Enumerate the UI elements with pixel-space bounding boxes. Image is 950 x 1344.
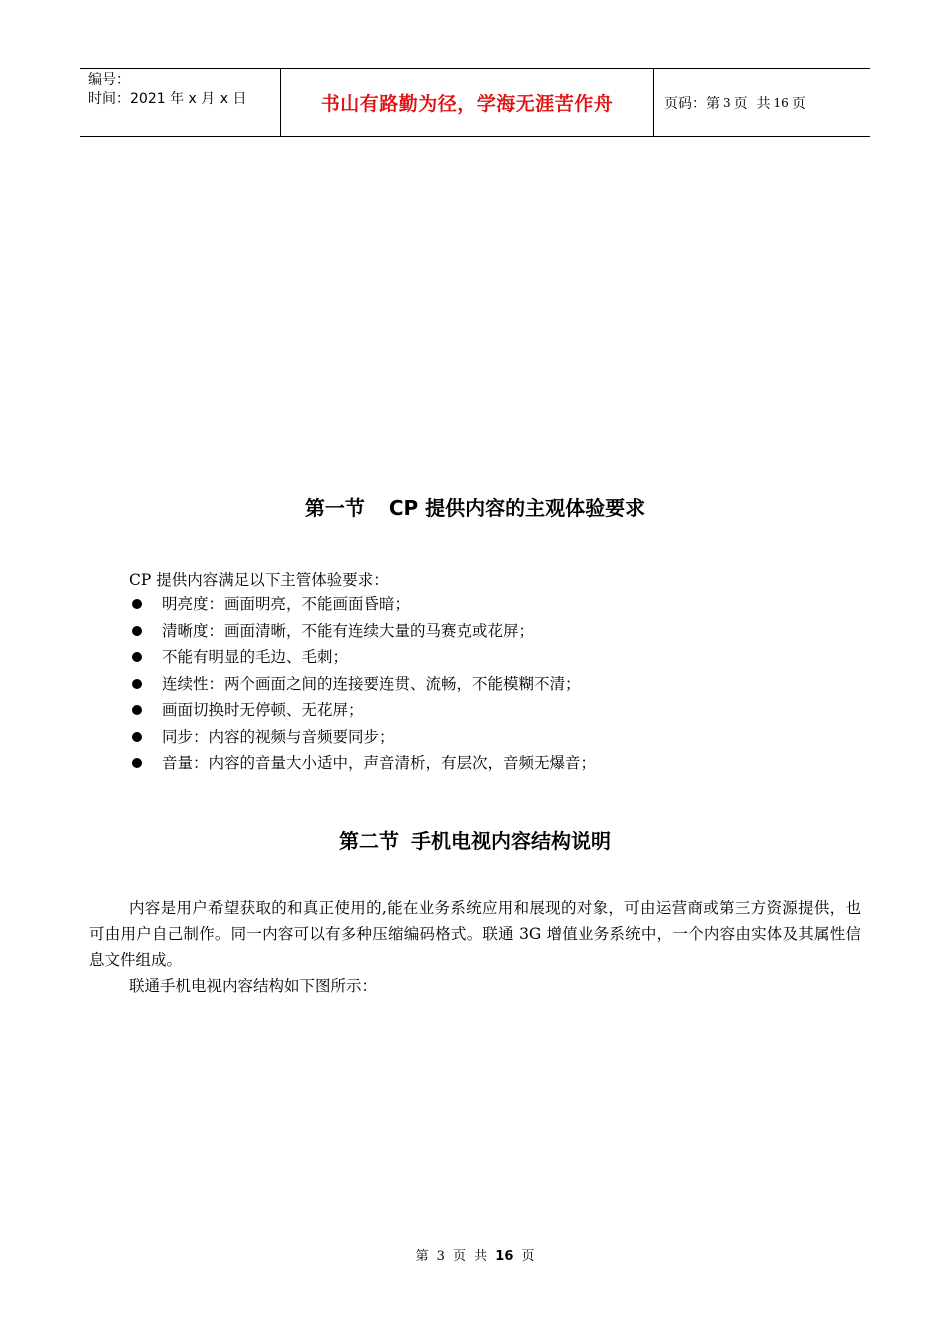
header-motto-cell xyxy=(281,69,654,136)
list-item xyxy=(129,724,596,751)
section1-heading xyxy=(0,492,950,521)
header-page-cell xyxy=(654,69,870,136)
document-date-label: 时间：2021 年 x 月 x 日 xyxy=(88,91,247,107)
bullet-icon xyxy=(132,652,142,662)
document-number-label: 编号： xyxy=(88,72,130,88)
section2-heading-number: 第二节 xyxy=(339,829,399,853)
section2-heading-text: 手机电视内容结构说明 xyxy=(411,829,611,853)
list-item-text: 连续性：两个画面之间的连接要连贯、流畅，不能模糊不清； xyxy=(162,674,581,693)
section1-heading-text: CP 提供内容的主观体验要求 xyxy=(388,496,646,520)
list-item xyxy=(129,618,596,645)
list-item-text: 画面切换时无停顿、无花屏； xyxy=(162,701,364,720)
list-item-text: 明亮度：画面明亮，不能画面昏暗； xyxy=(162,595,411,614)
list-item-text: 清晰度：画面清晰，不能有连续大量的马赛克或花屏； xyxy=(162,621,535,640)
bullet-icon xyxy=(132,626,142,636)
section2-heading xyxy=(0,825,950,854)
footer-page-current: 3 xyxy=(436,1249,445,1264)
list-item xyxy=(129,697,596,724)
footer-suffix: 页 xyxy=(521,1249,535,1264)
section2-figure-intro: 联通手机电视内容结构如下图所示： xyxy=(129,977,378,995)
bullet-icon xyxy=(132,758,142,768)
header-page-total: 16 xyxy=(773,95,789,110)
header-page-prefix: 页码：第 xyxy=(664,95,720,112)
section2-paragraph: 内容是用户希望获取的和真正使用的,能在业务系统应用和展现的对象，可由运营商或第三方资源提供，也可由用户自己制作。同一内容可以有多种压缩编码格式。联通 3G 增值业务系统中，一个内容由实体及其属性信息文件组成。 xyxy=(89,899,861,969)
page-header xyxy=(80,68,870,137)
header-page-suffix: 页 xyxy=(791,95,806,112)
header-motto: 书山有路勤为径，学海无涯苦作舟 xyxy=(320,93,614,115)
bullet-icon xyxy=(132,705,142,715)
bullet-icon xyxy=(132,599,142,609)
list-item xyxy=(129,750,596,777)
list-item xyxy=(129,644,596,671)
bullet-icon xyxy=(132,732,142,742)
list-item-text: 不能有明显的毛边、毛刺； xyxy=(162,648,349,667)
list-item-text: 音量：内容的音量大小适中，声音清析，有层次，音频无爆音； xyxy=(162,754,597,773)
footer-middle: 页 共 xyxy=(453,1249,488,1264)
footer-page-total: 16 xyxy=(495,1249,514,1264)
footer-prefix: 第 xyxy=(415,1249,429,1264)
list-item xyxy=(129,671,596,698)
page-footer xyxy=(0,1245,950,1264)
bullet-icon xyxy=(132,679,142,689)
list-item-text: 同步：内容的视频与音频要同步； xyxy=(162,727,395,746)
header-meta-cell xyxy=(80,69,281,136)
section1-intro: CP 提供内容满足以下主管体验要求： xyxy=(129,571,389,589)
section1-heading-number: 第一节 xyxy=(304,496,365,520)
header-page-current: 3 xyxy=(723,95,731,110)
header-page-middle: 页 共 xyxy=(733,95,771,112)
list-item xyxy=(129,591,596,618)
requirements-list xyxy=(129,591,596,777)
